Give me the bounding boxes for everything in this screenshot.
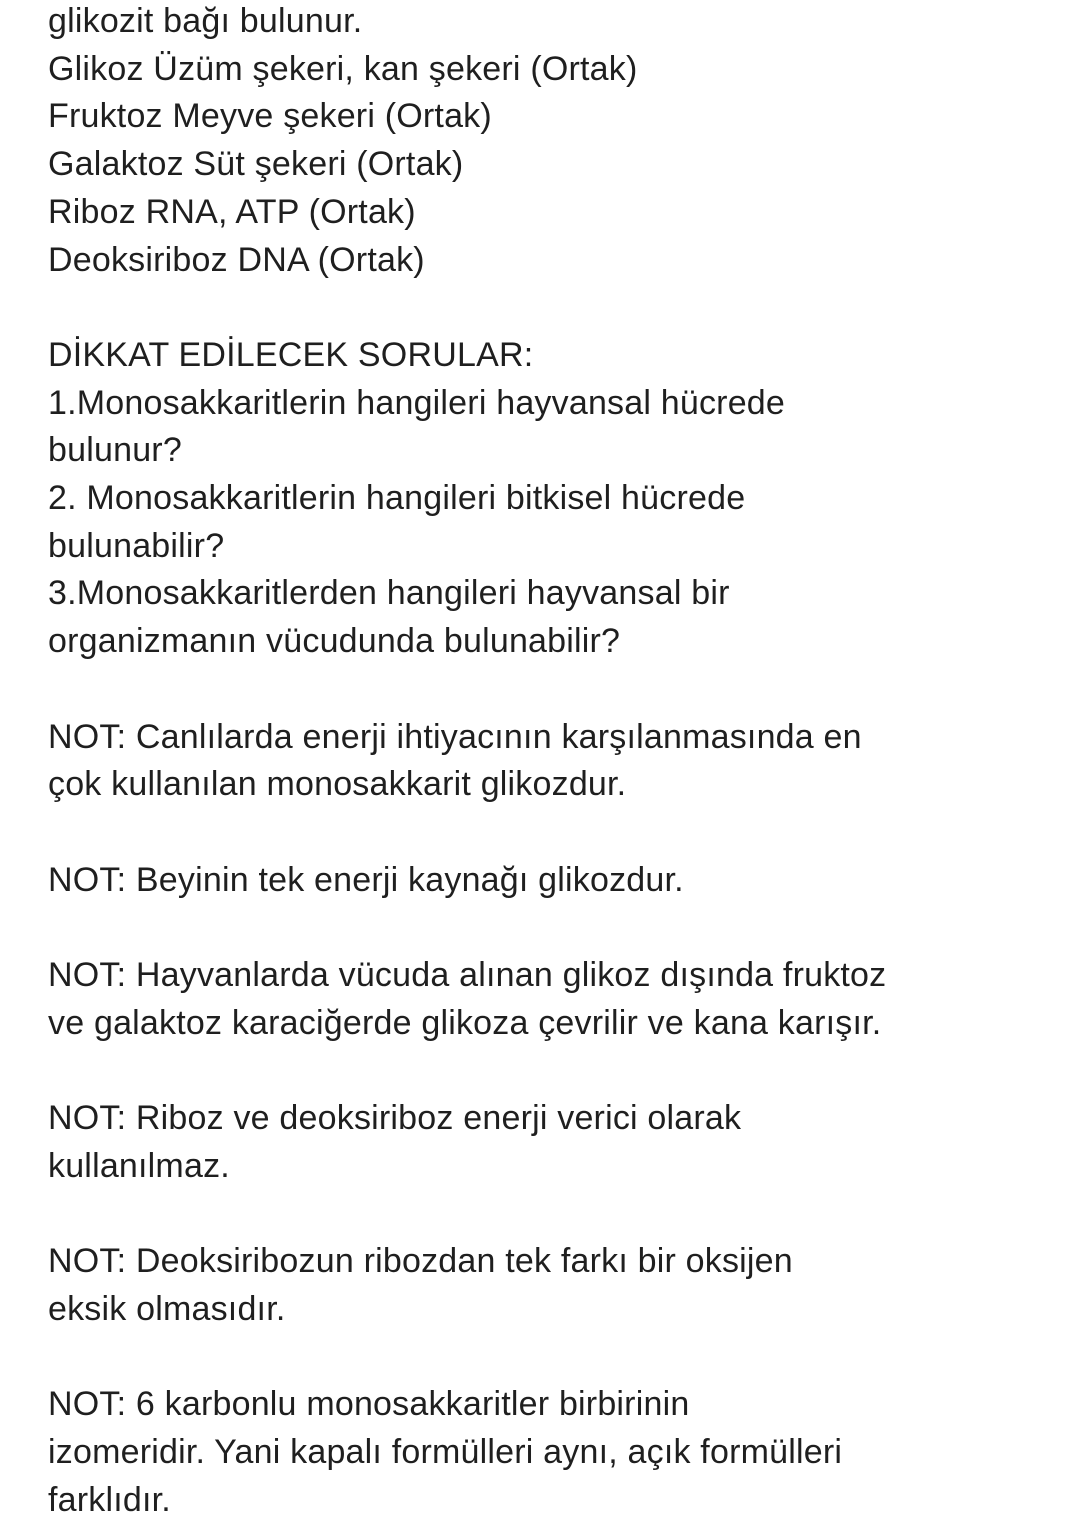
monosaccharide-list xyxy=(48,46,1048,285)
note-6-line-1: NOT: 6 karbonlu monosakkaritler birbirinin xyxy=(48,1385,690,1424)
note-1 xyxy=(48,714,1048,809)
spacer xyxy=(48,1334,1048,1382)
intro-fragment: glikozit bağı bulunur. xyxy=(48,2,363,40)
note-2-line-1: NOT: Beyinin tek enerji kaynağı glikozdur. xyxy=(48,860,684,899)
question-1-line-1: 1.Monosakkaritlerin hangileri hayvansal hücrede xyxy=(48,383,786,422)
note-4-line-2: kullanılmaz. xyxy=(48,1146,230,1185)
note-4 xyxy=(48,1095,1048,1190)
note-4-line-1: NOT: Riboz ve deoksiriboz enerji verici olarak xyxy=(48,1099,742,1138)
note-2 xyxy=(48,857,1048,905)
note-6-line-2: izomeridir. Yani kapalı formülleri aynı, açık formülleri xyxy=(48,1432,843,1471)
question-1-line-2: bulunur? xyxy=(48,431,182,470)
sugar-galactose: Galaktoz Süt şekeri (Ortak) xyxy=(48,145,464,184)
note-6 xyxy=(48,1381,1048,1524)
note-6-line-3: farklıdır. xyxy=(48,1480,171,1519)
question-3-line-2: organizmanın vücudunda bulunabilir? xyxy=(48,622,621,661)
note-3-line-2: ve galaktoz karaciğerde glikoza çevrilir ve kana karışır. xyxy=(48,1003,882,1042)
sugar-deoxyribose: Deoksiriboz DNA (Ortak) xyxy=(48,240,425,279)
note-3-line-1: NOT: Hayvanlarda vücuda alınan glikoz dışında fruktoz xyxy=(48,956,887,994)
questions-heading: DİKKAT EDİLECEK SORULAR: xyxy=(48,335,534,374)
note-3 xyxy=(48,952,1048,1047)
note-5 xyxy=(48,1238,1048,1333)
note-1-line-2: çok kullanılan monosakkarit glikozdur. xyxy=(48,765,627,804)
question-3-line-1: 3.Monosakkaritlerden hangileri hayvansal bir xyxy=(48,574,730,613)
sugar-ribose: Riboz RNA, ATP (Ortak) xyxy=(48,192,416,231)
sugar-glucose: Glikoz Üzüm şekeri, kan şekeri (Ortak) xyxy=(48,49,638,88)
spacer xyxy=(48,666,1048,714)
note-5-line-2: eksik olmasıdır. xyxy=(48,1289,286,1328)
spacer xyxy=(48,904,1048,952)
question-2-line-2: bulunabilir? xyxy=(48,526,225,565)
spacer xyxy=(48,1047,1048,1095)
note-1-line-1: NOT: Canlılarda enerji ihtiyacının karşılanmasında en xyxy=(48,717,862,756)
questions-section xyxy=(48,332,1048,666)
note-5-line-1: NOT: Deoksiribozun ribozdan tek farkı bir oksijen xyxy=(48,1242,793,1281)
question-2-line-1: 2. Monosakkaritlerin hangileri bitkisel hücrede xyxy=(48,479,746,518)
sugar-fructose: Fruktoz Meyve şekeri (Ortak) xyxy=(48,97,492,136)
document-body xyxy=(48,0,1048,1524)
spacer xyxy=(48,1191,1048,1239)
spacer xyxy=(48,284,1048,332)
spacer xyxy=(48,809,1048,857)
